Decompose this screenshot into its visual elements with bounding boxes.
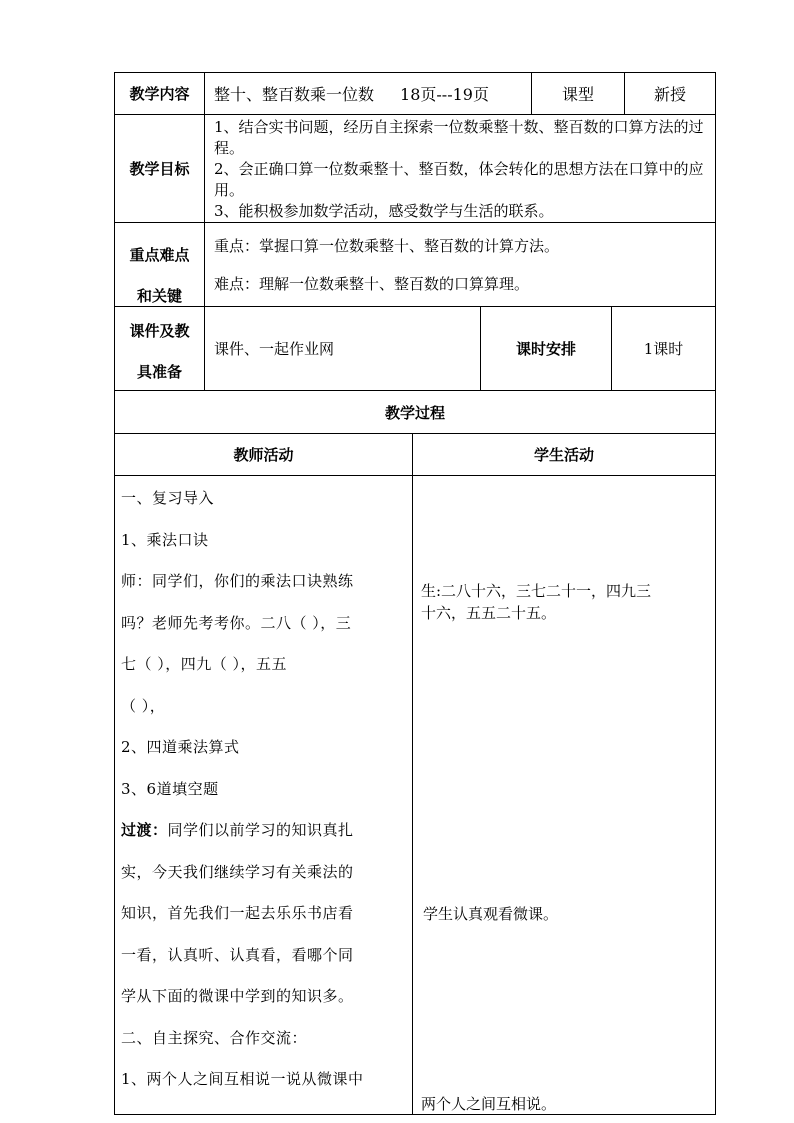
activity-line: 一、复习导入 <box>121 489 215 507</box>
label-teaching-content: 教学内容 <box>129 85 190 103</box>
label-line: 课件及教 <box>129 322 190 340</box>
label-line: 具准备 <box>136 363 182 381</box>
activity-line: 十六，五五二十五。 <box>421 604 557 622</box>
activity-line: 二、自主探究、合作交流： <box>121 1028 308 1047</box>
activity-line: 生:二八十六，三七二十一，四九三 <box>421 582 652 600</box>
label-schedule: 课时安排 <box>515 340 576 358</box>
key-points <box>205 223 715 306</box>
activity-line: （ ）， <box>121 696 166 715</box>
transition-text: 同学们以前学习的知识真扎 <box>167 821 354 839</box>
teaching-goals <box>205 115 715 222</box>
activity-line: 吗？老师先考考你。二八（ ），三 <box>121 613 352 632</box>
activity-line: 学从下面的微课中学到的知识多。 <box>121 987 354 1005</box>
goal-item: 2、会正确口算一位数乘整十、整百数，体会转化的思想方法在口算中的应用。 <box>214 160 704 199</box>
teacher-activity <box>115 476 412 1114</box>
teacher-activity-header: 教师活动 <box>233 446 294 464</box>
activity-line <box>121 810 412 852</box>
table-border-right <box>715 72 716 1115</box>
activity-line: 知识，首先我们一起去乐乐书店看 <box>121 904 354 922</box>
activity-line: 2、四道乘法算式 <box>121 738 240 756</box>
activity-line: 实，今天我们继续学习有关乘法的 <box>121 862 354 881</box>
student-activity-header: 学生活动 <box>533 446 594 464</box>
transition-label: 过渡： <box>121 821 168 839</box>
materials: 课件、一起作业网 <box>214 340 335 358</box>
activity-line: 七（ ），四九（ ），五五 <box>121 655 288 673</box>
label-materials <box>115 307 204 390</box>
activity-line: 1、乘法口诀 <box>121 530 209 549</box>
label-teaching-goals: 教学目标 <box>129 160 190 178</box>
label-key-points <box>115 223 204 306</box>
activity-line: 1、两个人之间互相说一说从微课中 <box>121 1070 364 1088</box>
label-lesson-type: 课型 <box>561 85 594 104</box>
label-line: 重点难点 <box>129 246 190 264</box>
key-point: 重点：掌握口算一位数乘整十、整百数的计算方法。 <box>214 237 560 255</box>
teaching-content <box>205 73 531 114</box>
col-divider <box>412 433 413 1114</box>
lesson-title: 整十、整百数乘一位数 <box>214 85 375 104</box>
activity-line: 3、6道填空题 <box>121 779 219 798</box>
goal-item: 3、能积极参加数学活动，感受数学与生活的联系。 <box>214 202 554 220</box>
student-response-2: 学生认真观看微课。 <box>423 905 559 923</box>
student-response-3: 两个人之间互相说。 <box>421 1095 557 1113</box>
student-response-1 <box>413 580 715 624</box>
lesson-type-value: 新授 <box>653 85 686 104</box>
process-title: 教学过程 <box>384 403 445 422</box>
activity-line: 一看，认真听、认真看，看哪个同 <box>121 945 354 964</box>
activity-line: 师：同学们，你们的乘法口诀熟练 <box>121 572 354 590</box>
label-line: 和关键 <box>136 287 182 305</box>
goal-item: 1、结合实书问题，经历自主探索一位数乘整十数、整百数的口算方法的过程。 <box>214 118 704 157</box>
difficulty: 难点：理解一位数乘整十、整百数的口算算理。 <box>214 275 530 293</box>
page-range: 18页---19页 <box>400 85 489 104</box>
schedule-value: 1课时 <box>643 340 684 358</box>
